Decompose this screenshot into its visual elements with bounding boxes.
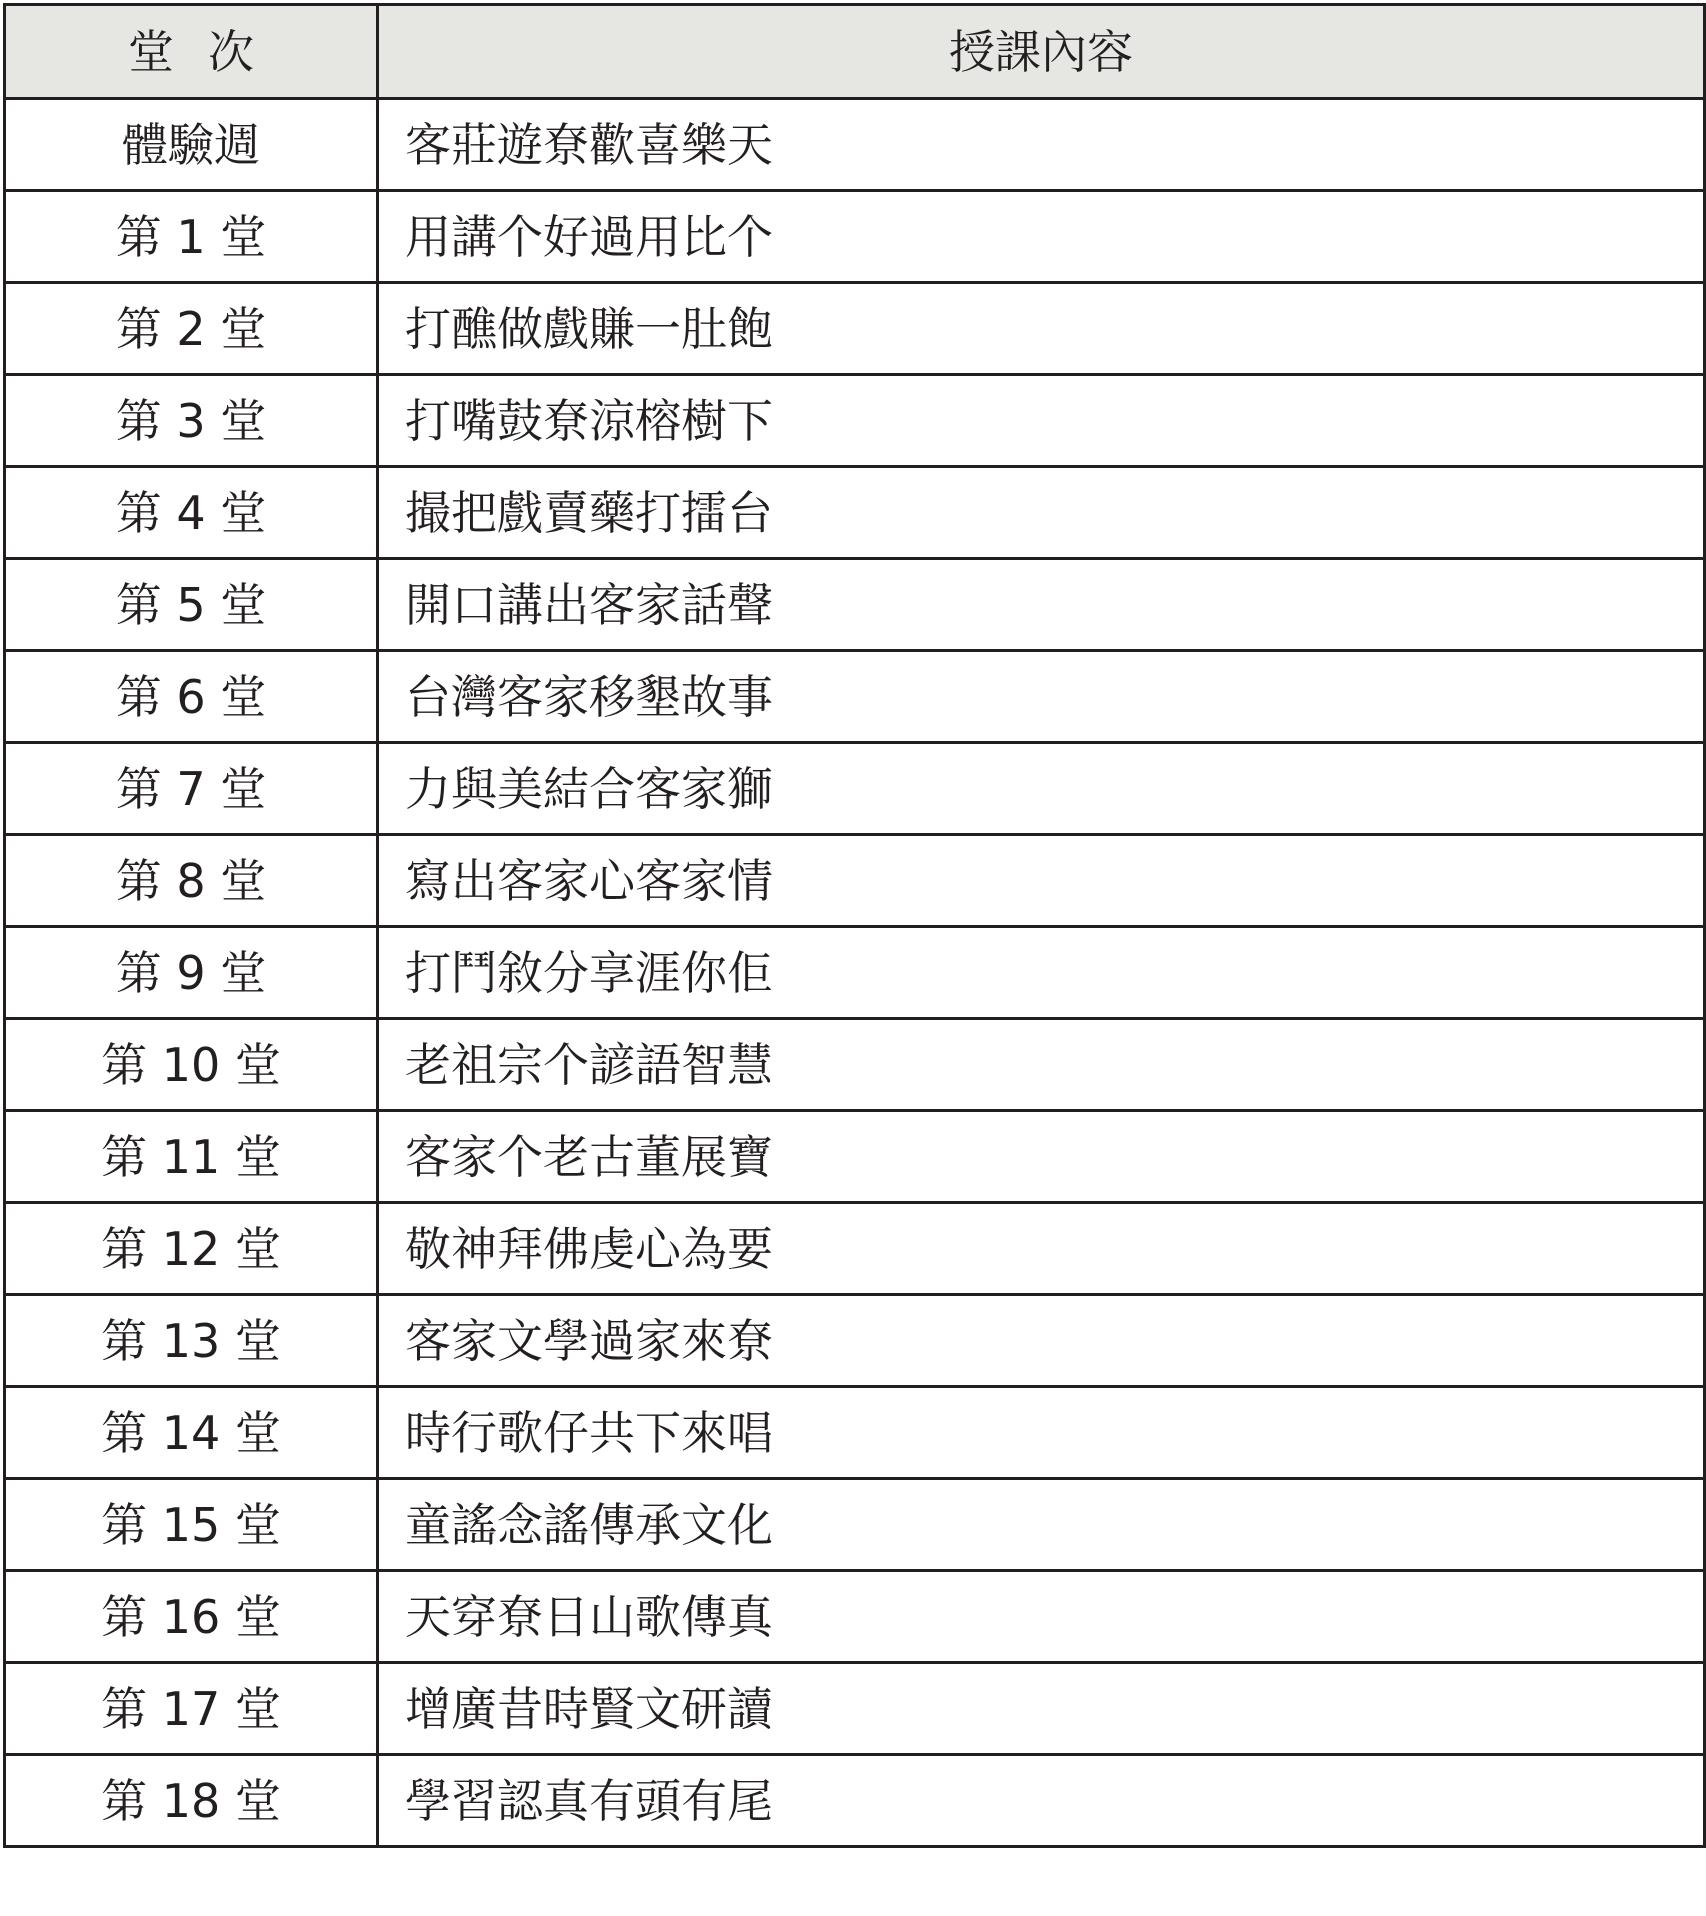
table-row <box>5 1111 1705 1203</box>
session-cell: 第 4 堂 <box>5 467 378 559</box>
session-cell: 第 2 堂 <box>5 283 378 375</box>
table-row <box>5 559 1705 651</box>
session-cell: 第 6 堂 <box>5 651 378 743</box>
table-row <box>5 1387 1705 1479</box>
content-cell: 客家文學過家來尞 <box>378 1295 1705 1387</box>
table-row <box>5 651 1705 743</box>
table-row <box>5 927 1705 1019</box>
content-cell: 時行歌仔共下來唱 <box>378 1387 1705 1479</box>
content-cell: 增廣昔時賢文研讀 <box>378 1663 1705 1755</box>
session-cell: 第 8 堂 <box>5 835 378 927</box>
content-cell: 力與美結合客家獅 <box>378 743 1705 835</box>
content-cell: 台灣客家移墾故事 <box>378 651 1705 743</box>
table-row <box>5 835 1705 927</box>
content-column-header: 授課內容 <box>378 5 1705 99</box>
content-cell: 打醮做戲賺一肚飽 <box>378 283 1705 375</box>
content-cell: 客莊遊尞歡喜樂天 <box>378 99 1705 191</box>
content-cell: 寫出客家心客家情 <box>378 835 1705 927</box>
content-cell: 開口講出客家話聲 <box>378 559 1705 651</box>
table-row <box>5 1203 1705 1295</box>
session-cell: 第 9 堂 <box>5 927 378 1019</box>
table-row <box>5 1479 1705 1571</box>
table-row <box>5 1571 1705 1663</box>
table-row <box>5 1295 1705 1387</box>
session-cell: 第 14 堂 <box>5 1387 378 1479</box>
session-cell: 第 15 堂 <box>5 1479 378 1571</box>
table-row <box>5 743 1705 835</box>
table-body <box>5 99 1705 1847</box>
table-row <box>5 191 1705 283</box>
header-row <box>5 5 1705 99</box>
content-cell: 用講个好過用比个 <box>378 191 1705 283</box>
content-cell: 敬神拜佛虔心為要 <box>378 1203 1705 1295</box>
session-cell: 第 16 堂 <box>5 1571 378 1663</box>
session-cell: 第 3 堂 <box>5 375 378 467</box>
content-cell: 客家个老古董展寶 <box>378 1111 1705 1203</box>
session-cell: 第 10 堂 <box>5 1019 378 1111</box>
table-row <box>5 1663 1705 1755</box>
session-cell: 體驗週 <box>5 99 378 191</box>
session-cell: 第 5 堂 <box>5 559 378 651</box>
table-row <box>5 99 1705 191</box>
table-row <box>5 1755 1705 1847</box>
session-cell: 第 13 堂 <box>5 1295 378 1387</box>
session-cell: 第 11 堂 <box>5 1111 378 1203</box>
content-cell: 撮把戲賣藥打擂台 <box>378 467 1705 559</box>
table-row <box>5 467 1705 559</box>
content-cell: 天穿尞日山歌傳真 <box>378 1571 1705 1663</box>
table-row <box>5 1019 1705 1111</box>
session-cell: 第 1 堂 <box>5 191 378 283</box>
course-schedule-table <box>3 3 1706 1848</box>
content-cell: 老祖宗个諺語智慧 <box>378 1019 1705 1111</box>
table-header <box>5 5 1705 99</box>
table-row <box>5 283 1705 375</box>
content-cell: 打鬥敘分享涯你佢 <box>378 927 1705 1019</box>
session-column-header: 堂次 <box>5 5 378 99</box>
table-row <box>5 375 1705 467</box>
session-cell: 第 18 堂 <box>5 1755 378 1847</box>
session-cell: 第 12 堂 <box>5 1203 378 1295</box>
session-cell: 第 7 堂 <box>5 743 378 835</box>
session-cell: 第 17 堂 <box>5 1663 378 1755</box>
content-cell: 童謠念謠傳承文化 <box>378 1479 1705 1571</box>
content-cell: 學習認真有頭有尾 <box>378 1755 1705 1847</box>
content-cell: 打嘴鼓尞涼榕樹下 <box>378 375 1705 467</box>
